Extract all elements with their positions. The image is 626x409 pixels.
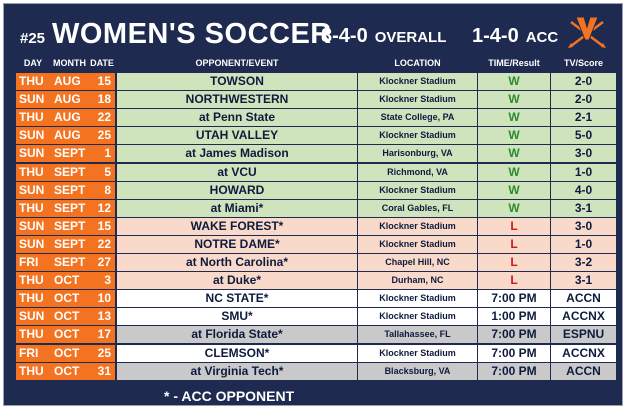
table-header-row [16, 55, 616, 72]
month-cell: OCT [50, 272, 89, 289]
day-cell: FRI [16, 254, 50, 271]
time-result-cell: W [478, 127, 550, 144]
location-cell: Klockner Stadium [358, 73, 477, 90]
day-cell: THU [16, 272, 50, 289]
acc-opponent-footnote: * - ACC OPPONENT [164, 388, 295, 404]
time-result-cell: 7:00 PM [478, 326, 550, 343]
month-cell: SEPT [50, 254, 89, 271]
location-cell: Tallahassee, FL [358, 326, 477, 343]
tv-score-cell: 3-0 [551, 218, 616, 235]
month-cell: OCT [50, 326, 89, 343]
tv-score-cell: ACCNX [551, 308, 616, 325]
table-row [16, 218, 616, 235]
month-cell: AUG [50, 127, 89, 144]
month-cell: SEPT [50, 200, 89, 217]
day-cell: THU [16, 326, 50, 343]
tv-score-cell: 2-1 [551, 109, 616, 126]
table-row [16, 254, 616, 271]
date-cell: 25 [89, 345, 115, 362]
table-row [16, 326, 616, 343]
date-cell: 13 [89, 308, 115, 325]
opponent-cell: at Penn State [117, 109, 357, 126]
tv-score-cell: 1-0 [551, 236, 616, 253]
opponent-cell: at Duke* [117, 272, 357, 289]
time-result-cell: L [478, 254, 550, 271]
tv-score-cell: ACCNX [551, 345, 616, 362]
day-cell: THU [16, 109, 50, 126]
table-row [16, 345, 616, 362]
day-cell: SUN [16, 308, 50, 325]
month-cell: OCT [50, 363, 89, 380]
table-row [16, 91, 616, 108]
col-header-time-result: TIME/Result [478, 55, 550, 72]
time-result-cell: L [478, 218, 550, 235]
opponent-cell: TOWSON [117, 73, 357, 90]
opponent-cell: NOTRE DAME* [117, 236, 357, 253]
location-cell: Richmond, VA [358, 164, 477, 181]
location-cell: Klockner Stadium [358, 308, 477, 325]
month-cell: SEPT [50, 164, 89, 181]
opponent-cell: UTAH VALLEY [117, 127, 357, 144]
overall-record-label: OVERALL [374, 29, 447, 46]
location-cell: Coral Gables, FL [358, 200, 477, 217]
acc-record-value: 1-4-0 [472, 25, 519, 47]
table-row [16, 290, 616, 307]
day-cell: SUN [16, 91, 50, 108]
month-cell: SEPT [50, 182, 89, 199]
table-row [16, 236, 616, 253]
location-cell: Klockner Stadium [358, 345, 477, 362]
acc-record-label: ACC [525, 29, 559, 46]
location-cell: Klockner Stadium [358, 127, 477, 144]
time-result-cell: 7:00 PM [478, 345, 550, 362]
day-cell: THU [16, 363, 50, 380]
opponent-cell: at North Carolina* [117, 254, 357, 271]
date-cell: 31 [89, 363, 115, 380]
time-result-cell: 1:00 PM [478, 308, 550, 325]
location-cell: Klockner Stadium [358, 218, 477, 235]
time-result-cell: W [478, 145, 550, 162]
col-header-opponent: OPPONENT/EVENT [117, 55, 357, 72]
time-result-cell: 7:00 PM [478, 290, 550, 307]
day-cell: SUN [16, 218, 50, 235]
month-cell: SEPT [50, 236, 89, 253]
month-cell: AUG [50, 109, 89, 126]
table-row [16, 200, 616, 217]
opponent-cell: at VCU [117, 164, 357, 181]
acc-record [472, 25, 558, 48]
table-row [16, 127, 616, 144]
opponent-cell: at Miami* [117, 200, 357, 217]
tv-score-cell: 2-0 [551, 73, 616, 90]
tv-score-cell: 4-0 [551, 182, 616, 199]
month-cell: OCT [50, 290, 89, 307]
schedule-graphic [3, 3, 623, 406]
day-cell: SUN [16, 145, 50, 162]
tv-score-cell: ESPNU [551, 326, 616, 343]
tv-score-cell: 3-1 [551, 200, 616, 217]
date-cell: 5 [89, 164, 115, 181]
location-cell: Durham, NC [358, 272, 477, 289]
location-cell: Klockner Stadium [358, 290, 477, 307]
day-cell: FRI [16, 345, 50, 362]
date-cell: 18 [89, 91, 115, 108]
time-result-cell: W [478, 73, 550, 90]
date-cell: 27 [89, 254, 115, 271]
overall-record [321, 25, 446, 48]
tv-score-cell: ACCN [551, 363, 616, 380]
table-row [16, 164, 616, 181]
time-result-cell: W [478, 182, 550, 199]
table-row [16, 145, 616, 162]
day-cell: THU [16, 200, 50, 217]
col-header-month: MONTH [50, 55, 89, 72]
crossed-sabers-v-logo-icon [565, 14, 609, 54]
time-result-cell: W [478, 200, 550, 217]
date-cell: 22 [89, 236, 115, 253]
tv-score-cell: 5-0 [551, 127, 616, 144]
opponent-cell: WAKE FOREST* [117, 218, 357, 235]
table-row [16, 308, 616, 325]
opponent-cell: HOWARD [117, 182, 357, 199]
location-cell: Blacksburg, VA [358, 363, 477, 380]
tv-score-cell: 1-0 [551, 164, 616, 181]
page-title: WOMEN'S SOCCER [52, 18, 332, 50]
header [10, 10, 622, 52]
team-rank: #25 [20, 30, 46, 47]
opponent-cell: at Virginia Tech* [117, 363, 357, 380]
overall-record-value: 8-4-0 [321, 25, 368, 47]
location-cell: Klockner Stadium [358, 182, 477, 199]
time-result-cell: W [478, 91, 550, 108]
table-row [16, 363, 616, 380]
col-header-day: DAY [16, 55, 50, 72]
date-cell: 3 [89, 272, 115, 289]
date-cell: 17 [89, 326, 115, 343]
tv-score-cell: 3-2 [551, 254, 616, 271]
date-cell: 10 [89, 290, 115, 307]
day-cell: SUN [16, 127, 50, 144]
date-cell: 25 [89, 127, 115, 144]
col-header-tv-score: TV/Score [551, 55, 616, 72]
date-cell: 22 [89, 109, 115, 126]
day-cell: SUN [16, 182, 50, 199]
col-header-date: DATE [89, 55, 115, 72]
opponent-cell: SMU* [117, 308, 357, 325]
location-cell: Chapel Hill, NC [358, 254, 477, 271]
time-result-cell: 7:00 PM [478, 363, 550, 380]
opponent-cell: at James Madison [117, 145, 357, 162]
month-cell: SEPT [50, 218, 89, 235]
time-result-cell: W [478, 109, 550, 126]
day-cell: THU [16, 73, 50, 90]
table-row [16, 182, 616, 199]
table-row [16, 73, 616, 90]
location-cell: Klockner Stadium [358, 236, 477, 253]
opponent-cell: NORTHWESTERN [117, 91, 357, 108]
month-cell: SEPT [50, 145, 89, 162]
date-cell: 8 [89, 182, 115, 199]
time-result-cell: L [478, 236, 550, 253]
location-cell: State College, PA [358, 109, 477, 126]
day-cell: THU [16, 290, 50, 307]
date-cell: 1 [89, 145, 115, 162]
month-cell: OCT [50, 308, 89, 325]
tv-score-cell: 3-0 [551, 145, 616, 162]
opponent-cell: at Florida State* [117, 326, 357, 343]
time-result-cell: W [478, 164, 550, 181]
col-header-location: LOCATION [358, 55, 477, 72]
month-cell: OCT [50, 345, 89, 362]
table-row [16, 109, 616, 126]
time-result-cell: L [478, 272, 550, 289]
date-cell: 12 [89, 200, 115, 217]
opponent-cell: NC STATE* [117, 290, 357, 307]
location-cell: Klockner Stadium [358, 91, 477, 108]
tv-score-cell: 3-1 [551, 272, 616, 289]
day-cell: THU [16, 164, 50, 181]
day-cell: SUN [16, 236, 50, 253]
location-cell: Harisonburg, VA [358, 145, 477, 162]
month-cell: AUG [50, 91, 89, 108]
date-cell: 15 [89, 218, 115, 235]
tv-score-cell: ACCN [551, 290, 616, 307]
tv-score-cell: 2-0 [551, 91, 616, 108]
month-cell: AUG [50, 73, 89, 90]
opponent-cell: CLEMSON* [117, 345, 357, 362]
date-cell: 15 [89, 73, 115, 90]
table-row [16, 272, 616, 289]
